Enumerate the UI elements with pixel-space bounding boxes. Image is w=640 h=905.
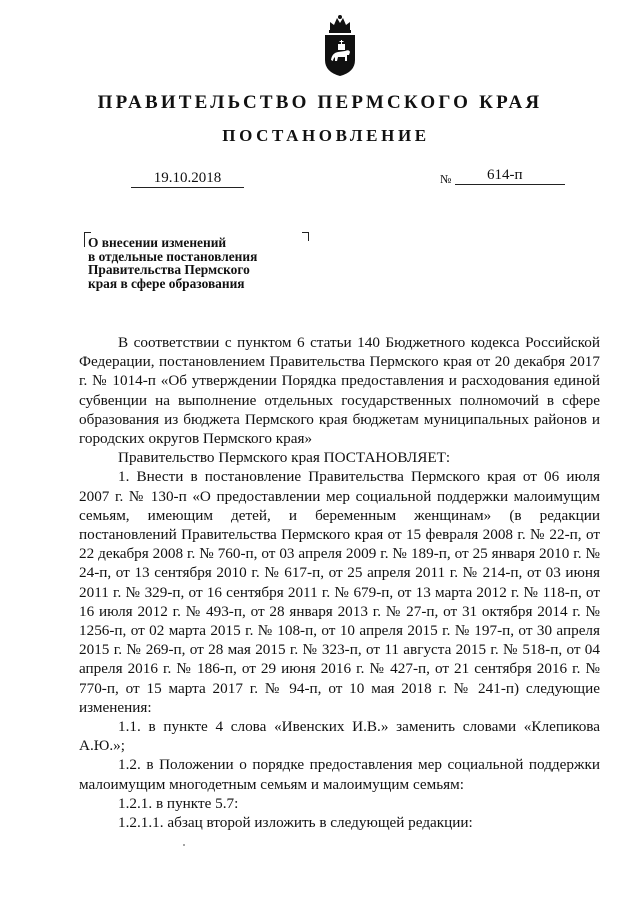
number-sign: № bbox=[440, 172, 452, 186]
subject-line: края в сфере образования bbox=[88, 275, 245, 291]
subject-line: Правительства Пермского bbox=[88, 262, 250, 277]
paragraph-item-1-2-1: 1.2.1. в пункте 5.7: bbox=[118, 794, 239, 812]
document-subject bbox=[88, 236, 308, 290]
paragraph-preamble: В соответствии с пунктом 6 статьи 140 Бюджетного кодекса Российской Федерации, постановлением Правительства Пермского края от 20 декабря 2017 г. № 1014-п «Об утверждении Порядка предоставления и расходования единой субвенции на выполнение отдельных государственных полномочий в сфере образования из бюджета Пермского края бюджетам муниципальных районов и городских округов Пермского края» bbox=[79, 334, 600, 448]
paragraph-item-1: 1. Внести в постановление Правительства Пермского края от 06 июля 2007 г. № 130-п «О предоставлении мер социальной поддержки малоимущим семьям, имеющим детей, и беременным женщинам» (в редакции постановлений Правительства Пермского края от 15 февраля 2008 г. № 22-п, от 22 декабря 2008 г. № 760-п, от 03 апреля 2009 г. № 189-п, от 25 января 2010 г. № 24-п, от 13 сентября 2010 г. № 617-п, от 25 апреля 2011 г. № 214-п, от 03 июня 2011 г. № 329-п, от 16 сентября 2011 г. № 679-п, от 13 марта 2012 г. № 118-п, от 16 июля 2012 г. № 493-п, от 28 января 2013 г. № 27-п, от 31 октября 2014 г. № 1256-п, от 02 марта 2015 г. № 108-п, от 10 апреля 2015 г. № 197-п, от 30 апреля 2015 г. № 269-п, от 28 мая 2015 г. № 323-п, от 11 августа 2015 г. № 518-п, от 04 апреля 2016 г. № 186-п, от 29 июня 2016 г. № 427-п, от 21 сентября 2016 г. № 770-п, от 15 марта 2017 г. № 94-п, от 10 мая 2018 г. № 241-п) следующие изменения: bbox=[79, 468, 600, 716]
document-body bbox=[79, 333, 600, 832]
paragraph-resolves: Правительство Пермского края ПОСТАНОВЛЯЕТ: bbox=[118, 449, 451, 467]
document-number: 614-п bbox=[455, 167, 565, 185]
government-title: ПРАВИТЕЛЬСТВО ПЕРМСКОГО КРАЯ bbox=[97, 92, 543, 113]
paragraph-item-1-1: 1.1. в пункте 4 слова «Ивенских И.В.» заменить словами «Клепикова А.Ю.»; bbox=[79, 718, 600, 755]
subject-line: в отдельные постановления bbox=[88, 248, 258, 264]
scan-speck bbox=[183, 844, 185, 846]
paragraph-item-1-2: 1.2. в Положении о порядке предоставления мер социальной поддержки малоимущим многодетным семьям и малоимущим семьям: bbox=[79, 756, 600, 793]
document-date: 19.10.2018 bbox=[131, 170, 244, 188]
coat-of-arms-icon bbox=[321, 14, 359, 78]
document-type: ПОСТАНОВЛЕНИЕ bbox=[222, 126, 430, 145]
subject-line: О внесении изменений bbox=[88, 235, 227, 250]
paragraph-item-1-2-1-1: 1.2.1.1. абзац второй изложить в следующей редакции: bbox=[118, 814, 473, 832]
